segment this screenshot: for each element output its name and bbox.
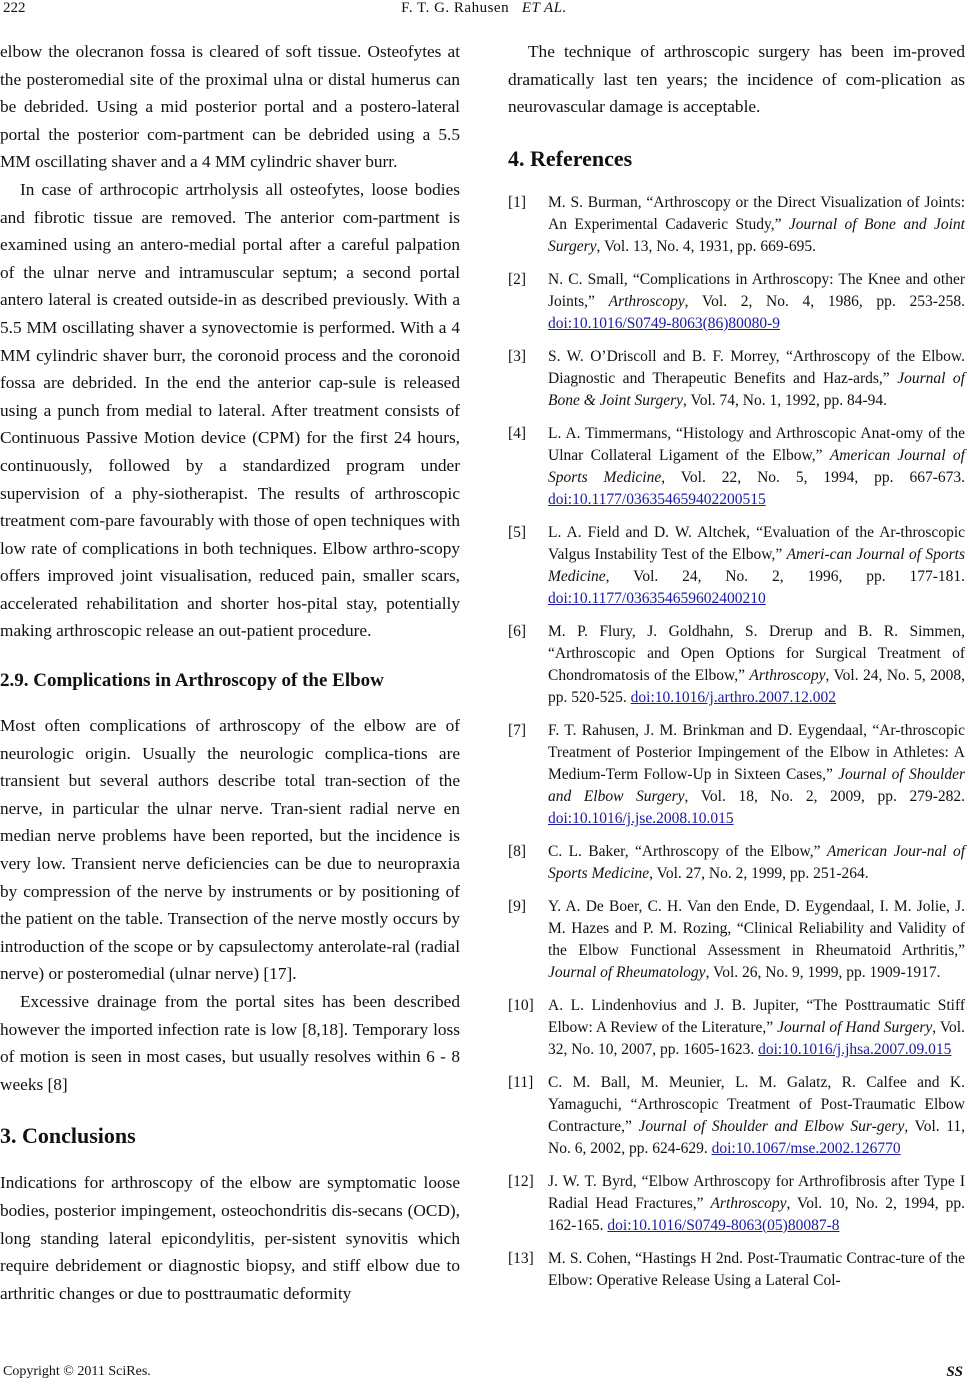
reference-authors-title: M. P. Flury, J. Goldhahn, S. Drerup and B. R. Simmen, “Arthroscopic and Open Options for Surgical Treatment of Chondromatosis of the Elbow,” [548, 622, 965, 684]
paragraph: Indications for arthroscopy of the elbow are symptomatic loose bodies, posterior impingement, osteochondritis dis-secans (OCD), long standing lateral epicondylitis, per-sistent synovitis which require debridement or diagnostic biopsy, and stiff elbow due to arthritic changes or due to posttraumatic deformity [0, 1173, 460, 1303]
reference-item [508, 269, 965, 335]
reference-journal: Journal of Bone & Joint Surgery [548, 369, 965, 409]
right-column [508, 38, 965, 1303]
reference-item [508, 841, 965, 885]
reference-details: , Vol. 24, No. 5, 2008, pp. 520-525. [548, 666, 965, 706]
reference-details: , Vol. 27, No. 2, 1999, pp. 251-264. [649, 864, 869, 882]
reference-authors-title: C. L. Baker, “Arthroscopy of the Elbow,” [548, 842, 827, 860]
reference-item [508, 995, 965, 1061]
reference-authors-title: M. S. Burman, “Arthroscopy or the Direct Visualization of Joints: An Experimental Cadaveric Study,” [548, 193, 965, 233]
reference-item [508, 346, 965, 412]
running-head-authors: F. T. G. Rahusen [401, 0, 510, 16]
reference-details: , Vol. 26, No. 9, 1999, pp. 1909-1917. [705, 963, 941, 981]
doi-link[interactable]: doi:10.1016/j.arthro.2007.12.002 [630, 688, 837, 706]
reference-item [508, 192, 965, 258]
reference-number: [9] [508, 897, 527, 915]
reference-journal: Arthroscopy [749, 666, 826, 684]
reference-number: [4] [508, 424, 527, 442]
reference-authors-title: Y. A. De Boer, C. H. Van den Ende, D. Eygendaal, I. M. Jolie, J. M. Hazes and P. M. Rozing, “Clinical Reliability and Validity of the Elbow Functional Assessment in Rheumatoid Arthritis,” [548, 897, 965, 959]
reference-authors-title: J. W. T. Byrd, “Elbow Arthroscopy for Arthrofibrosis after Type I Radial Head Fractures,” [548, 1172, 965, 1212]
reference-journal: American Journal of Sports Medicine [548, 446, 965, 486]
reference-journal: Journal of Rheumatology [548, 963, 706, 981]
reference-text [548, 1072, 965, 1160]
reference-details: , Vol. 24, No. 2, 1996, pp. 177-181. [605, 567, 965, 585]
reference-text [548, 720, 965, 830]
paragraph: In case of arthrocopic artrholysis all osteofytes, loose bodies and fibrotic tissue are removed. The anterior com-partment is examined using an antero-medial portal after a careful palpation of the ulnar nerve and intramuscular septum; a second portal antero lateral is created outside-in as described previously. With a 5.5 MM oscillating shaver a synovectomie is performed. With a 4 MM cylindric shaver burr, the coronoid process and the coronoid fossa are debrided. In the end the anterior cap-sule is released using a punch from medial to lateral. After treatment consists of Continuous Passive Motion device (CPM) for the first 24 hours, continuously, followed by a standardized program under supervision of a phy-siotherapist. The results of arthroscopic treatment com-pare favourably with those of open techniques with low rate of complications in both techniques. Elbow arthro-scopy offers improved joint visualisation, reduced pain, smaller scars, accelerated rehabilitation and shorter hos-pital stay, potentially making arthroscopic release an out-patient procedure. [0, 179, 460, 641]
reference-item [508, 1248, 965, 1292]
reference-authors-title: L. A. Field and D. W. Altchek, “Evaluation of the Ar-throscopic Valgus Instability Test of the Elbow,” [548, 523, 965, 563]
section-heading-conclusions: 3. Conclusions [0, 1123, 136, 1149]
reference-text [548, 192, 965, 258]
reference-number: [6] [508, 622, 527, 640]
reference-journal: Journal of Shoulder and Elbow Sur-gery [638, 1117, 905, 1135]
page-footer [3, 1364, 963, 1380]
section-heading-2-9: 2.9. Complications in Arthroscopy of the Elbow [0, 670, 384, 692]
page-number: 222 [3, 0, 26, 16]
reference-text [548, 423, 965, 511]
doi-link[interactable]: doi:10.1016/j.jse.2008.10.015 [548, 809, 734, 827]
doi-link[interactable]: doi:10.1177/036354659602400210 [548, 589, 766, 607]
reference-journal: Ameri-can Journal of Sports Medicine [548, 545, 965, 585]
reference-text [548, 1171, 965, 1237]
reference-text [548, 346, 965, 412]
reference-journal: American Jour-nal of Sports Medicine [548, 842, 966, 882]
reference-details: , Vol. 18, No. 2, 2009, pp. 279-282. [684, 787, 965, 805]
reference-journal: Arthroscopy [608, 292, 685, 310]
reference-authors-title: S. W. O’Driscoll and B. F. Morrey, “Arthroscopy of the Elbow. Diagnostic and Therapeutic Benefits and Haz-ards,” [548, 347, 965, 387]
reference-details: , Vol. 32, No. 10, 2007, pp. 1605-1623. [548, 1018, 965, 1058]
reference-authors-title: N. C. Small, “Complications in Arthroscopy: The Knee and other Joints,” [548, 270, 965, 310]
reference-number: [2] [508, 270, 527, 288]
reference-number: [5] [508, 523, 527, 541]
reference-journal: Journal of Hand Surgery [777, 1018, 933, 1036]
reference-item [508, 621, 965, 709]
reference-number: [3] [508, 347, 527, 365]
reference-details: , Vol. 22, No. 5, 1994, pp. 667-673. [661, 468, 965, 486]
reference-authors-title: L. A. Timmermans, “Histology and Arthroscopic Anat-omy of the Ulnar Collateral Ligament of the Elbow,” [548, 424, 965, 464]
reference-item [508, 1072, 965, 1160]
reference-details: , Vol. 10, No. 2, 1994, pp. 162-165. [548, 1194, 966, 1234]
reference-number: [10] [508, 996, 534, 1014]
reference-list [508, 192, 965, 1292]
reference-details: , Vol. 74, No. 1, 1992, pp. 84-94. [683, 391, 887, 409]
journal-abbreviation: SS [946, 1364, 963, 1380]
reference-item [508, 423, 965, 511]
doi-link[interactable]: doi:10.1067/mse.2002.126770 [711, 1139, 901, 1157]
reference-text [548, 522, 965, 610]
section-heading-references: 4. References [508, 145, 633, 171]
page-header [0, 0, 968, 24]
paragraph: Excessive drainage from the portal sites has been described however the imported infection rate is low [8,18]. Temporary loss of motion is seen in most cases, but usually resolves within 6 - 8 weeks [8] [0, 992, 460, 1094]
reference-details: , Vol. 13, No. 4, 1931, pp. 669-695. [596, 237, 816, 255]
running-head-et-al: ET AL. [521, 0, 567, 16]
doi-link[interactable]: doi:10.1016/S0749-8063(05)80087-8 [607, 1216, 840, 1234]
reference-text [548, 621, 965, 709]
reference-item [508, 522, 965, 610]
running-head [0, 0, 968, 17]
doi-link[interactable]: doi:10.1016/S0749-8063(86)80080-9 [548, 314, 781, 332]
reference-journal: Journal of Bone and Joint Surgery [548, 215, 965, 255]
reference-text [548, 841, 965, 885]
reference-authors-title: A. L. Lindenhovius and J. B. Jupiter, “The Posttraumatic Stiff Elbow: A Review of the Literature,” [548, 996, 965, 1036]
left-column [0, 38, 460, 1307]
reference-authors-title: M. S. Cohen, “Hastings H 2nd. Post-Traumatic Contrac-ture of the Elbow: Operative Release Using a Lateral Col- [548, 1249, 965, 1289]
reference-journal: Journal of Shoulder and Elbow Surgery [548, 765, 965, 805]
copyright-notice: Copyright © 2011 SciRes. [3, 1364, 151, 1379]
reference-authors-title: C. M. Ball, M. Meunier, L. M. Galatz, R. Calfee and K. Yamaguchi, “Arthroscopic Treatment of Post-Traumatic Elbow Contracture,” [548, 1073, 965, 1135]
paragraph: elbow the olecranon fossa is cleared of soft tissue. Osteofytes at the posteromedial site of the proximal ulna or distal humerus can be debrided. Using a mid posterior portal and a postero-lateral portal the posterior com-partment can be debrided using a 5.5 MM oscillating shaver and a 4 MM cylindric shaver burr. [0, 42, 460, 172]
reference-number: [8] [508, 842, 527, 860]
reference-authors-title: F. T. Rahusen, J. M. Brinkman and D. Eygendaal, “Ar-throscopic Treatment of Posterior Impingement of the Elbow in Athletes: A Medium-Term Follow-Up in Sixteen Cases,” [548, 721, 965, 783]
reference-number: [11] [508, 1073, 534, 1091]
reference-number: [1] [508, 193, 527, 211]
reference-item [508, 896, 965, 984]
reference-item [508, 720, 965, 830]
reference-journal: Arthroscopy [710, 1194, 787, 1212]
paragraph: The technique of arthroscopic surgery has been im-proved dramatically last ten years; the incidence of com-plication as neurovascular damage is acceptable. [508, 42, 965, 117]
reference-text [548, 1248, 965, 1292]
reference-item [508, 1171, 965, 1237]
doi-link[interactable]: doi:10.1016/j.jhsa.2007.09.015 [758, 1040, 952, 1058]
reference-details: , Vol. 11, No. 6, 2002, pp. 624-629. [548, 1117, 965, 1157]
reference-number: [7] [508, 721, 527, 739]
reference-text [548, 269, 965, 335]
reference-text [548, 896, 965, 984]
reference-number: [12] [508, 1172, 534, 1190]
reference-number: [13] [508, 1249, 534, 1267]
reference-text [548, 995, 965, 1061]
paragraph: Most often complications of arthroscopy of the elbow are of neurologic origin. Usually the neurologic complica-tions are transient but several authors describe total tran-section of the nerve, in particular the ulnar nerve. Tran-sient radial nerve en median nerve problems have been reported, but the incidence is very low. Transient nerve deficiencies can be due to neuropraxia by compression of the nerve by instruments or by positioning of the patient on the table. Transection of the nerve mostly occurs by introduction of the scope or by capsulectomy anterolate-ral (radial nerve) or posteromedial (ulnar nerve) [17]. [0, 716, 460, 984]
doi-link[interactable]: doi:10.1177/036354659402200515 [548, 490, 766, 508]
reference-details: , Vol. 2, No. 4, 1986, pp. 253-258. [684, 292, 965, 310]
